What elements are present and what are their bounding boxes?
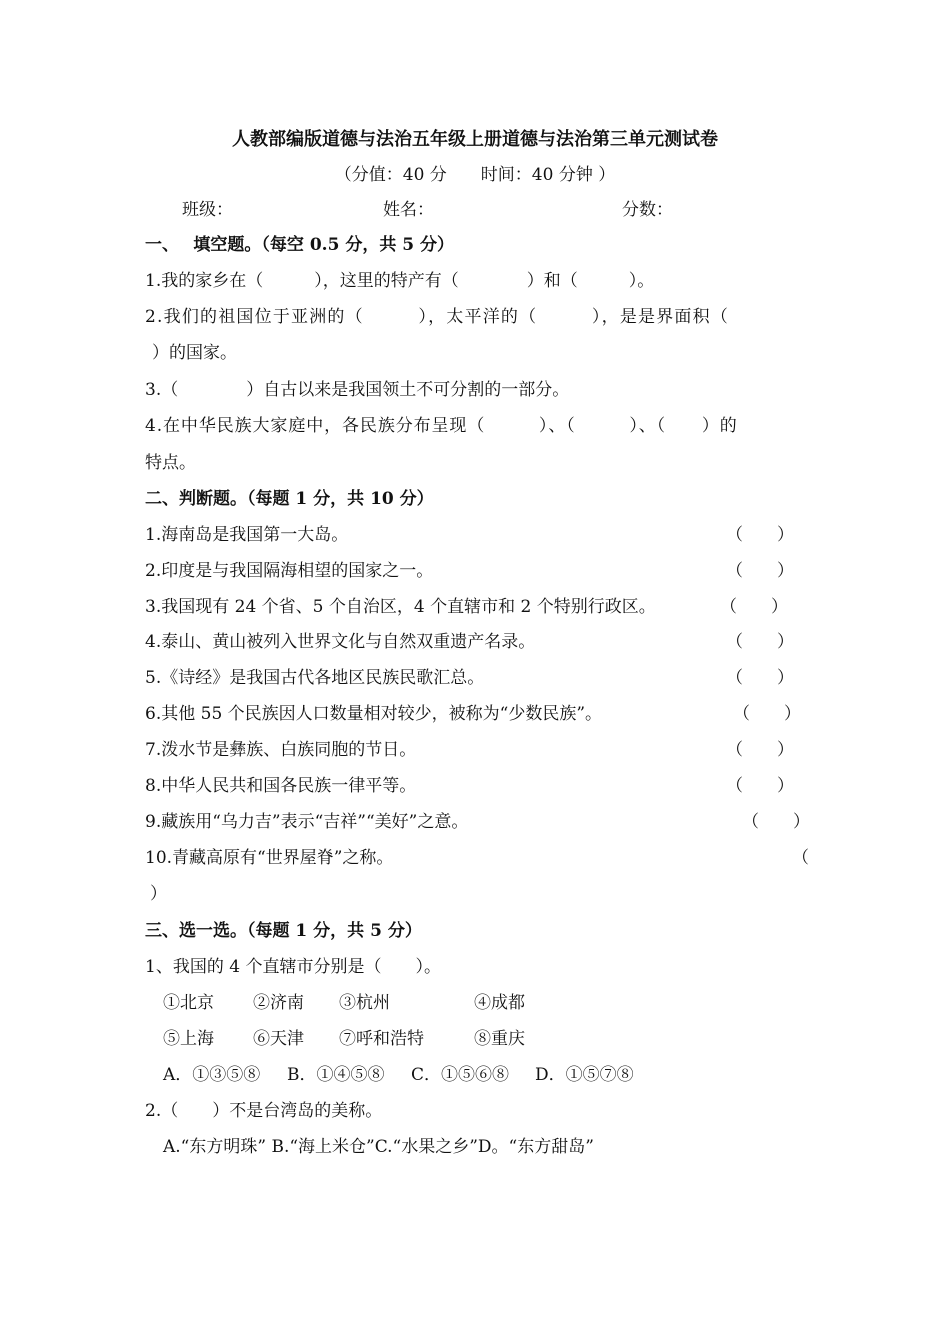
class-label: 班级： [182,200,233,220]
name-label: 姓名： [383,200,434,220]
judge-answer-5: （ ） [726,668,794,688]
section3-heading: 三、选一选。（每题 1 分，共 5 分） [145,921,422,941]
answer-option-a: A．①③⑤⑧ [163,1065,261,1085]
judge-item-3: 3.我国现有 24 个省、5 个自治区，4 个直辖市和 2 个特别行政区。 [145,597,656,617]
judge-answer-6: （ ） [733,704,801,724]
choice-item: ②济南 [253,993,304,1013]
fill-question-1: 1.我的家乡在（ ），这里的特产有（ ）和（ ）。 [145,271,655,291]
judge-answer-8: （ ） [726,776,794,796]
choice-item: ⑥天津 [253,1029,304,1049]
judge-answer-7: （ ） [726,740,794,760]
fill-question-2-cont: ）的国家。 [152,343,237,363]
judge-item-10: 10.青藏高原有“世界屋脊”之称。 [145,848,394,868]
choice-item: ⑤上海 [163,1029,214,1049]
fill-question-4: 4.在中华民族大家庭中，各民族分布呈现（ ）、（ ）、（ ）的 [145,416,738,436]
judge-item-7: 7.泼水节是彝族、白族同胞的节日。 [145,740,417,760]
fill-question-4-cont: 特点。 [145,453,196,473]
judge-item-9: 9.藏族用“乌力吉”表示“吉祥”“美好”之意。 [145,812,469,832]
exam-title: 人教部编版道德与法治五年级上册道德与法治第三单元测试卷 [232,129,718,150]
judge-item-6: 6.其他 55 个民族因人口数量相对较少，被称为“少数民族”。 [145,704,603,724]
choice-item: ③杭州 [339,993,390,1013]
judge-answer-3: （ ） [720,597,788,617]
exam-subtitle: （分值：40 分 时间：40 分钟 ） [334,165,616,185]
answer-option-d: D．①⑤⑦⑧ [535,1065,634,1085]
judge-item-8: 8.中华人民共和国各民族一律平等。 [145,776,417,796]
choice-item: ①北京 [163,993,214,1013]
section1-heading: 一、 填空题。（每空 0.5 分，共 5 分） [145,235,454,255]
judge-item-2: 2.印度是与我国隔海相望的国家之一。 [145,561,434,581]
section2-heading: 二、判断题。（每题 1 分，共 10 分） [145,489,434,509]
score-label: 分数： [622,200,673,220]
choice-question-2: 2.（ ）不是台湾岛的美称。 [145,1101,383,1121]
judge-answer-9: （ ） [742,812,810,832]
judge-answer-2: （ ） [726,561,794,581]
fill-question-3: 3.（ ）自古以来是我国领土不可分割的一部分。 [145,380,570,400]
judge-item-5: 5.《诗经》是我国古代各地区民族民歌汇总。 [145,668,485,688]
choice-question-1: 1、我国的 4 个直辖市分别是（ ）。 [145,957,441,977]
answer-option-c: C．①⑤⑥⑧ [411,1065,510,1085]
answer-option-b: B．①④⑤⑧ [287,1065,385,1085]
choice-item: ④成都 [474,993,525,1013]
judge-item-1: 1.海南岛是我国第一大岛。 [145,525,349,545]
judge-answer-10-tail: ） [150,884,167,904]
choice-question-2-options: A.“东方明珠” B.“海上米仓”C.“水果之乡”D。“东方甜岛” [163,1137,594,1157]
judge-answer-1: （ ） [726,525,794,545]
judge-answer-10: （ [792,848,809,868]
judge-item-4: 4.泰山、黄山被列入世界文化与自然双重遗产名录。 [145,632,536,652]
fill-question-2: 2.我们的祖国位于亚洲的（ ），太平洋的（ ），是是界面积（ [145,307,730,327]
choice-item: ⑦呼和浩特 [339,1029,424,1049]
judge-answer-4: （ ） [726,632,794,652]
choice-item: ⑧重庆 [474,1029,525,1049]
